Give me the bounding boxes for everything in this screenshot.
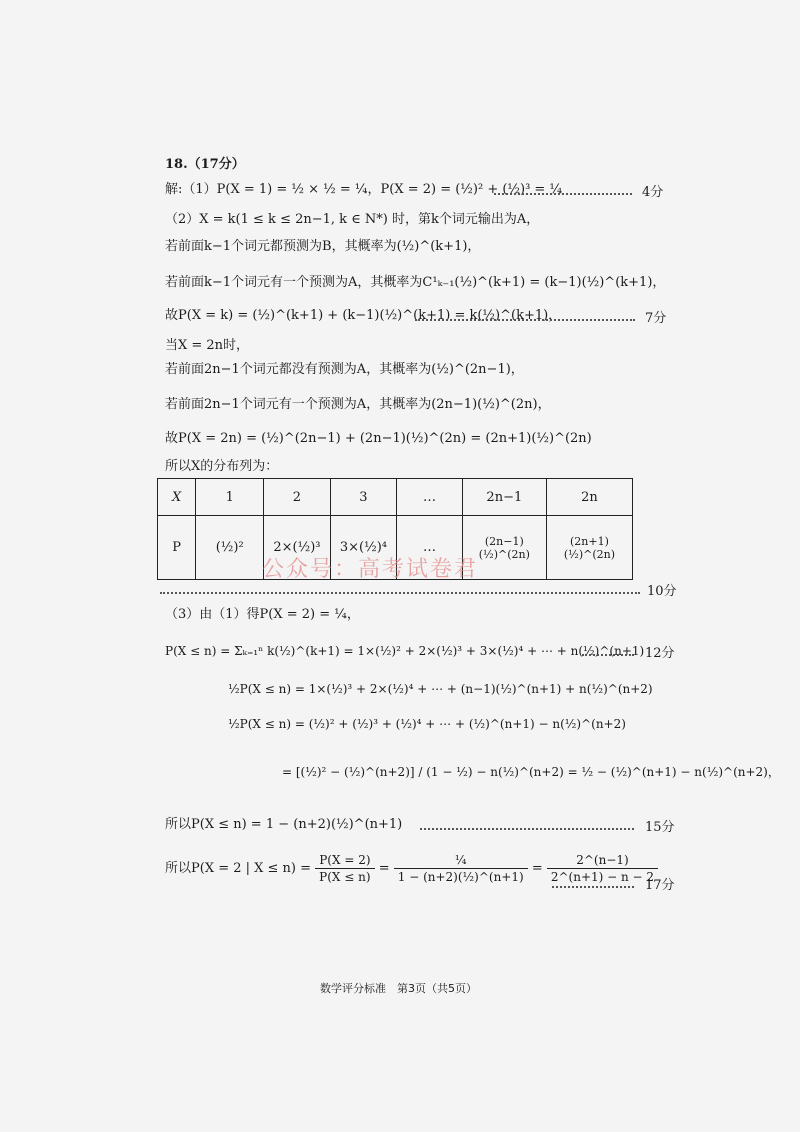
fraction (394, 852, 528, 885)
part2-line-c: 若前面k−1个词元有一个预测为A，其概率为C¹ₖ₋₁(½)^(k+1) = (k−1)(½)^(k+1)， (165, 275, 666, 290)
score-leader (160, 592, 640, 594)
part2-line-i: 所以X的分布列为： (165, 459, 279, 474)
fraction (547, 852, 658, 885)
question-header: 18.（17分） (165, 157, 245, 172)
part3-line-b: P(X ≤ n) = Σₖ₌₁ⁿ k(½)^(k+1) = 1×(½)² + 2×(½)³ + 3×(½)⁴ + ⋯ + n(½)^(n+1) (165, 644, 645, 658)
table-cell: 2 (264, 479, 331, 516)
fraction-denominator: 2^(n+1) − n − 2 (550, 870, 655, 884)
part3-line-g: 所以P(X = 2 | X ≤ n) = $\frac{P(X = 2)}{P(X \le n)}$ = $\frac{\text{¼}}{\text{1 − (n+2)(½)\textasciicircum{}(n+1)}}$ = $\frac{2\^{}(n-1)}{2\^{}(n+1) - n - 2}$ (165, 852, 658, 885)
score-10: 10分 (647, 584, 677, 599)
table-cell: … (397, 479, 463, 516)
table-cell: 3×(½)⁴ (330, 516, 397, 580)
part2-line-h: 故P(X = 2n) = (½)^(2n−1) + (2n−1)(½)^(2n) = (2n+1)(½)^(2n) (165, 431, 592, 446)
table-cell: P (158, 516, 196, 580)
score-leader (582, 654, 634, 656)
table-cell: 3 (330, 479, 397, 516)
fraction-numerator: ¼ (394, 852, 528, 869)
part2-line-e: 当X = 2n时， (165, 338, 250, 353)
table-header-row (158, 479, 633, 516)
table-cell: 2×(½)³ (264, 516, 331, 580)
score-17: 17分 (645, 878, 675, 893)
score-7: 7分 (645, 311, 667, 326)
table-cell: … (397, 516, 463, 580)
fraction-denominator: 1 − (n+2)(½)^(n+1) (397, 870, 524, 884)
table-cell: (2n+1)(½)^(2n) (546, 516, 632, 580)
table-cell: X (158, 479, 196, 516)
score-leader (420, 828, 634, 830)
part3-line-e: = [(½)² − (½)^(n+2)] / (1 − ½) − n(½)^(n+2) = ½ − (½)^(n+1) − n(½)^(n+2)， (282, 765, 780, 779)
score-leader (494, 193, 632, 195)
table-cell: 2n−1 (462, 479, 546, 516)
fraction-numerator: 2^(n−1) (547, 852, 658, 869)
part3-line-c: ½P(X ≤ n) = 1×(½)³ + 2×(½)⁴ + ⋯ + (n−1)(½)^(n+1) + n(½)^(n+2) (228, 682, 653, 696)
part2-intro: （2）X = k(1 ≤ k ≤ 2n−1, k ∈ N*) 时，第k个词元输出为A， (165, 212, 540, 227)
table-cell: (½)² (196, 516, 264, 580)
score-leader (415, 319, 635, 321)
watermark: 公众号：高考试卷君 (262, 557, 479, 582)
table-cell: 1 (196, 479, 264, 516)
score-12: 12分 (645, 646, 675, 661)
part3-line-a: （3）由（1）得P(X = 2) = ¼， (165, 607, 360, 622)
fraction-denominator: P(X ≤ n) (319, 870, 371, 884)
part3-line-f: 所以P(X ≤ n) = 1 − (n+2)(½)^(n+1) (165, 817, 403, 832)
part1-solution: 解:（1）P(X = 1) = ½ × ½ = ¼，P(X = 2) = (½)² + (½)³ = ¼ (165, 182, 563, 197)
conditional-prob-label: 所以P(X = 2 | X ≤ n) = (165, 861, 316, 876)
part2-line-d: 故P(X = k) = (½)^(k+1) + (k−1)(½)^(k+1) = k(½)^(k+1)， (165, 308, 562, 323)
score-4: 4分 (642, 185, 664, 200)
part2-line-b: 若前面k−1个词元都预测为B，其概率为(½)^(k+1)， (165, 239, 481, 254)
part2-line-f: 若前面2n−1个词元都没有预测为A，其概率为(½)^(2n−1)， (165, 362, 524, 377)
table-cell: (2n−1)(½)^(2n) (462, 516, 546, 580)
table-cell: 2n (546, 479, 632, 516)
fraction-numerator: P(X = 2) (315, 852, 374, 869)
part2-line-g: 若前面2n−1个词元有一个预测为A，其概率为(2n−1)(½)^(2n)， (165, 397, 551, 412)
page-footer: 数学评分标准 第3页（共5页） (320, 982, 477, 995)
score-leader (552, 886, 634, 888)
part3-line-d: ½P(X ≤ n) = (½)² + (½)³ + (½)⁴ + ⋯ + (½)^(n+1) − n(½)^(n+2) (228, 717, 626, 731)
score-15: 15分 (645, 820, 675, 835)
fraction (315, 852, 374, 885)
